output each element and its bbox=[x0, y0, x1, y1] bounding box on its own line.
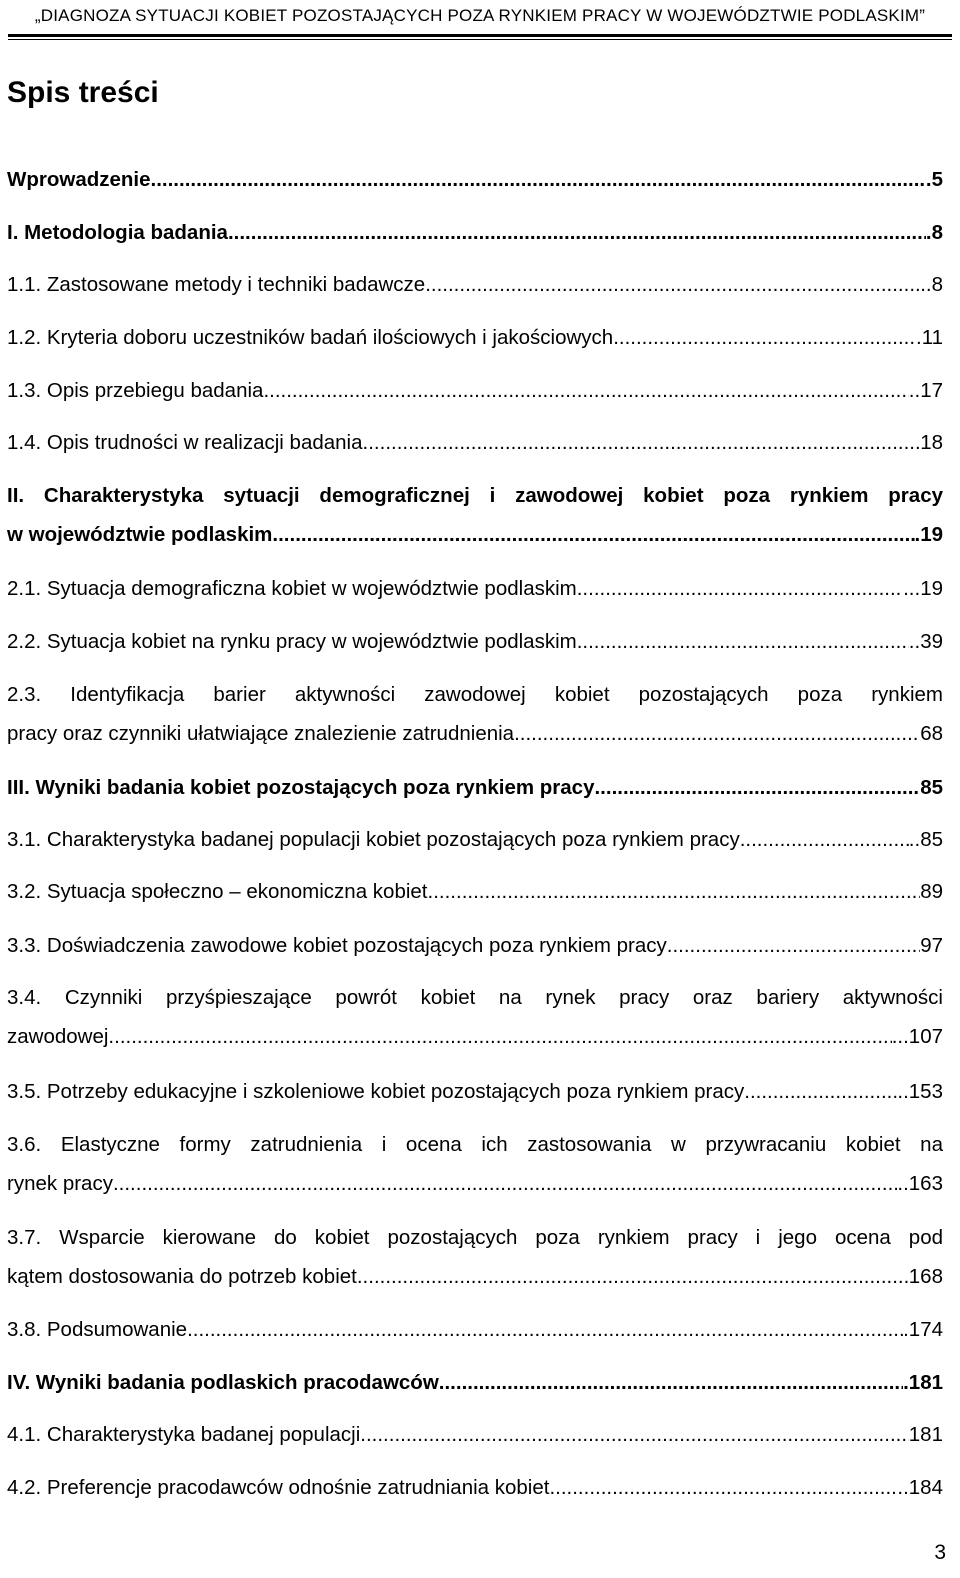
toc-entry-label: 3.5. Potrzeby edukacyjne i szkoleniowe kobiet pozostających poza rynkiem pracy bbox=[7, 1080, 745, 1103]
toc-entry-label: kątem dostosowania do potrzeb kobiet bbox=[7, 1265, 357, 1288]
toc-entry-line bbox=[7, 622, 943, 661]
toc-title: Spis treści bbox=[7, 76, 159, 109]
toc-entry-line bbox=[7, 423, 943, 462]
toc-entry-line bbox=[7, 371, 943, 410]
toc-entry[interactable] bbox=[7, 1310, 943, 1349]
toc-entry-page: 89 bbox=[920, 880, 943, 903]
toc-entry-page: 97 bbox=[920, 934, 943, 957]
toc-entry-line bbox=[7, 265, 943, 304]
toc-entry-page: .5 bbox=[925, 168, 943, 191]
toc-entry[interactable] bbox=[7, 872, 943, 911]
toc-entry-label: 4.2. Preferencje pracodawców odnośnie zatrudniania kobiet bbox=[7, 1476, 550, 1499]
toc-entry-line bbox=[7, 768, 943, 807]
toc-dot-leader bbox=[360, 1415, 909, 1454]
toc-entry-page: 85 bbox=[920, 776, 943, 799]
toc-entry-label: zawodowej bbox=[7, 1025, 109, 1048]
toc-dot-leader bbox=[613, 318, 916, 357]
toc-entry-page: ..184 bbox=[897, 1476, 943, 1499]
toc-dot-leader bbox=[108, 1017, 891, 1056]
toc-entry-page: .19 bbox=[914, 523, 943, 546]
toc-entry-line bbox=[7, 714, 943, 753]
toc-entry-label: 3.3. Doświadczenia zawodowe kobiet pozostających poza rynkiem pracy bbox=[7, 934, 667, 957]
toc-entry-page: ...19 bbox=[903, 577, 943, 600]
toc-entry-first-line: 3.6. Elastyczne formy zatrudnienia i ocena ich zastosowania w przywracaniu kobiet na bbox=[7, 1133, 943, 1156]
toc-entry-first-line: II. Charakterystyka sytuacji demograficznej i zawodowej kobiet poza rynkiem pracy bbox=[7, 484, 943, 507]
toc-entry[interactable] bbox=[7, 1415, 943, 1454]
toc-entry[interactable] bbox=[7, 1468, 943, 1507]
toc-entry-line bbox=[7, 569, 943, 608]
toc-entry-line bbox=[7, 1310, 943, 1349]
toc-entry-label: 3.8. Podsumowanie bbox=[7, 1318, 188, 1341]
toc-entry-line bbox=[7, 318, 943, 357]
toc-entry[interactable] bbox=[7, 675, 943, 753]
toc-entry[interactable] bbox=[7, 423, 943, 462]
toc-dot-leader bbox=[549, 1468, 897, 1507]
toc-entry[interactable] bbox=[7, 820, 943, 859]
toc-entry-label: 1.3. Opis przebiegu badania bbox=[7, 379, 264, 402]
toc-entry-label: pracy oraz czynniki ułatwiające znalezienie zatrudnienia bbox=[7, 722, 515, 745]
toc-entry[interactable] bbox=[7, 569, 943, 608]
toc-entry-page: .174 bbox=[903, 1318, 943, 1341]
toc-entry[interactable] bbox=[7, 1363, 943, 1402]
toc-entry-page: .8 bbox=[925, 221, 943, 244]
toc-entry[interactable] bbox=[7, 265, 943, 304]
toc-entry-line bbox=[7, 872, 943, 911]
toc-entry[interactable] bbox=[7, 926, 943, 965]
toc-entry-page: ..17 bbox=[908, 379, 943, 402]
toc-entry[interactable] bbox=[7, 318, 943, 357]
toc-entry-label: w województwie podlaskim bbox=[7, 523, 273, 546]
toc-dot-leader bbox=[740, 820, 909, 859]
toc-dot-leader bbox=[272, 515, 914, 554]
toc-entry[interactable] bbox=[7, 476, 943, 554]
toc-entry-page: 181 bbox=[908, 1423, 943, 1446]
toc-entry-line bbox=[7, 160, 943, 199]
toc-dot-leader bbox=[228, 213, 926, 252]
toc-entry[interactable] bbox=[7, 768, 943, 807]
toc-entry-line bbox=[7, 1164, 943, 1203]
page-number: 3 bbox=[934, 1541, 946, 1564]
toc-entry-line bbox=[7, 1363, 943, 1402]
toc-entry-label: I. Metodologia badania bbox=[7, 221, 228, 244]
toc-entry-page: ..153 bbox=[897, 1080, 943, 1103]
toc-entry[interactable] bbox=[7, 1125, 943, 1203]
toc-entry[interactable] bbox=[7, 371, 943, 410]
toc-entry-page: ..163 bbox=[897, 1172, 943, 1195]
toc-entry-first-line: 3.4. Czynniki przyśpieszające powrót kobiet na rynek pracy oraz bariery aktywności bbox=[7, 986, 943, 1009]
toc-entry-page: 168 bbox=[908, 1265, 943, 1288]
toc-dot-leader bbox=[428, 872, 921, 911]
toc-entry-label: IV. Wyniki badania podlaskich pracodawców bbox=[7, 1371, 439, 1394]
toc-entry-label: 1.4. Opis trudności w realizacji badania bbox=[7, 431, 363, 454]
toc-entry-label: 2.2. Sytuacja kobiet na rynku pracy w województwie podlaskim bbox=[7, 630, 577, 653]
toc-dot-leader bbox=[667, 926, 920, 965]
toc-entry-page: ..39 bbox=[908, 630, 943, 653]
toc-entry-line bbox=[7, 1072, 943, 1111]
toc-entry-line bbox=[7, 515, 943, 554]
toc-entry-line bbox=[7, 1468, 943, 1507]
toc-dot-leader bbox=[744, 1072, 897, 1111]
toc-entry-line bbox=[7, 1257, 943, 1296]
running-header: „DIAGNOZA SYTUACJI KOBIET POZOSTAJĄCYCH POZA RYNKIEM PRACY W WOJEWÓDZTWIE PODLASKIM” bbox=[34, 6, 926, 25]
toc-entry-line bbox=[7, 1415, 943, 1454]
toc-entry-label: 3.2. Sytuacja społeczno – ekonomiczna kobiet bbox=[7, 880, 428, 903]
toc-entry-line bbox=[7, 1017, 943, 1056]
toc-entry-first-line: 2.3. Identyfikacja barier aktywności zawodowej kobiet pozostających poza rynkiem bbox=[7, 683, 943, 706]
toc-entry-label: Wprowadzenie bbox=[7, 168, 151, 191]
toc-entry-page: ..85 bbox=[908, 828, 943, 851]
toc-dot-leader bbox=[151, 160, 926, 199]
toc-entry-page: ...107 bbox=[891, 1025, 943, 1048]
toc-entry-line bbox=[7, 926, 943, 965]
toc-dot-leader bbox=[439, 1363, 903, 1402]
toc-dot-leader bbox=[187, 1310, 903, 1349]
toc-entry-page: ..8 bbox=[920, 273, 943, 296]
toc-entry-label: 3.1. Charakterystyka badanej populacji kobiet pozostających poza rynkiem pracy bbox=[7, 828, 740, 851]
toc-entry-label: 1.2. Kryteria doboru uczestników badań ilościowych i jakościowych bbox=[7, 326, 614, 349]
toc-entry-first-line: 3.7. Wsparcie kierowane do kobiet pozostających poza rynkiem pracy i jego ocena pod bbox=[7, 1226, 943, 1249]
toc-dot-leader bbox=[577, 569, 903, 608]
toc-entry-label: III. Wyniki badania kobiet pozostających poza rynkiem pracy bbox=[7, 776, 595, 799]
toc-entry-label: 1.1. Zastosowane metody i techniki badawcze bbox=[7, 273, 426, 296]
toc-dot-leader bbox=[577, 622, 909, 661]
toc-entry-page: 68 bbox=[920, 722, 943, 745]
toc-dot-leader bbox=[514, 714, 920, 753]
toc-entry-page: .181 bbox=[903, 1371, 943, 1394]
toc-dot-leader bbox=[113, 1164, 897, 1203]
toc-entry-line bbox=[7, 820, 943, 859]
toc-entry[interactable] bbox=[7, 1218, 943, 1296]
toc-entry[interactable] bbox=[7, 978, 943, 1056]
toc-entry[interactable] bbox=[7, 160, 943, 199]
toc-dot-leader bbox=[363, 423, 921, 462]
toc-entry[interactable] bbox=[7, 213, 943, 252]
header-rule-thin bbox=[8, 39, 952, 40]
header-rule-thick bbox=[8, 34, 952, 37]
toc-entry-label: 2.1. Sytuacja demograficzna kobiet w województwie podlaskim bbox=[7, 577, 577, 600]
toc-dot-leader bbox=[357, 1257, 909, 1296]
toc-entry-page: .11 bbox=[916, 326, 943, 349]
toc-dot-leader bbox=[425, 265, 920, 304]
toc-entry[interactable] bbox=[7, 622, 943, 661]
toc-entry-label: rynek pracy bbox=[7, 1172, 113, 1195]
toc-dot-leader bbox=[594, 768, 920, 807]
toc-dot-leader bbox=[263, 371, 908, 410]
toc-entry[interactable] bbox=[7, 1072, 943, 1111]
toc-entry-page: 18 bbox=[920, 431, 943, 454]
toc-entry-label: 4.1. Charakterystyka badanej populacji bbox=[7, 1423, 361, 1446]
toc-entry-line bbox=[7, 213, 943, 252]
